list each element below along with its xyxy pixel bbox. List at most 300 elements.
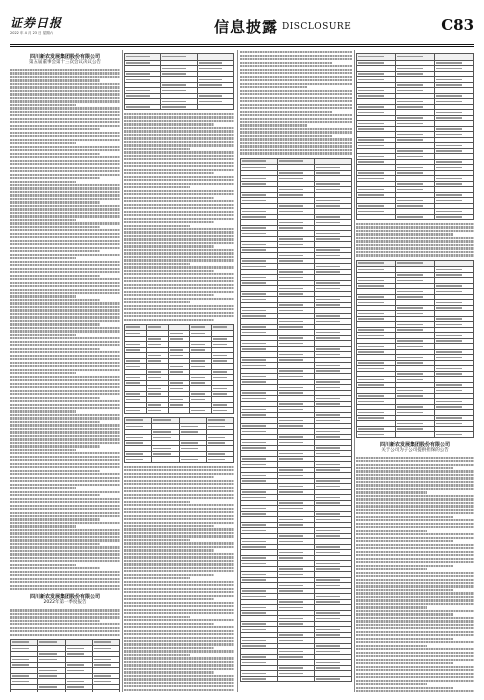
text-line — [356, 523, 474, 525]
text-line — [124, 553, 234, 555]
column-1 — [10, 50, 120, 692]
text-line — [10, 358, 120, 360]
cell-text-line — [316, 420, 340, 422]
text-line — [10, 100, 120, 102]
text-line — [356, 547, 474, 549]
cell-text-line — [279, 189, 303, 191]
cell-text-line — [279, 618, 303, 620]
cell-text-line — [242, 249, 266, 251]
cell-text-line — [242, 183, 266, 185]
text-line — [10, 264, 120, 266]
text-line — [356, 676, 474, 678]
cell-text-line — [316, 436, 340, 438]
text-line — [356, 237, 474, 239]
text-line — [10, 414, 120, 416]
text-line — [356, 551, 474, 553]
text-line — [356, 516, 453, 518]
text-line — [124, 664, 234, 666]
cell-text-line — [436, 423, 462, 425]
cell-text-line — [397, 428, 423, 430]
text-line — [356, 599, 474, 601]
text-line — [356, 666, 474, 668]
cell-text-line — [279, 211, 303, 213]
text-line — [124, 298, 234, 300]
cell-text-line — [316, 568, 340, 570]
text-line — [10, 198, 120, 200]
cell-text-line — [358, 329, 384, 331]
cell-text-line — [242, 409, 266, 411]
text-line — [124, 134, 234, 136]
cell-text-line — [148, 344, 162, 346]
cell-text-line — [436, 274, 462, 276]
cell-text-line — [148, 326, 162, 328]
text-line — [124, 190, 234, 192]
table-cell — [65, 690, 92, 692]
text-line — [10, 181, 76, 183]
text-line — [356, 484, 474, 486]
text-line — [356, 488, 474, 490]
text-line — [240, 135, 332, 137]
table-cell — [146, 408, 168, 414]
cell-text-line — [358, 205, 384, 207]
cell-text-line — [316, 579, 340, 581]
text-line — [124, 116, 234, 118]
text-line — [356, 540, 453, 542]
cell-text-line — [436, 150, 462, 152]
text-line — [124, 671, 214, 673]
column-2 — [124, 50, 234, 692]
cell-text-line — [358, 172, 384, 174]
cell-text-line — [12, 659, 29, 661]
text-line — [10, 97, 120, 99]
cell-text-line — [242, 546, 266, 548]
text-line — [10, 344, 120, 346]
text-line — [356, 244, 474, 246]
text-line — [356, 240, 474, 242]
table-cell — [161, 104, 197, 110]
cell-text-line — [397, 117, 423, 119]
cell-text-line — [213, 355, 227, 357]
column-3 — [240, 50, 352, 692]
cell-text-line — [436, 368, 462, 370]
text-line — [124, 259, 234, 261]
text-line — [124, 515, 234, 517]
cell-text-line — [279, 310, 303, 312]
text-line — [124, 497, 234, 499]
text-line — [10, 424, 120, 426]
cell-text-line — [397, 84, 423, 86]
text-line — [10, 170, 120, 172]
text-line — [124, 549, 214, 551]
text-line — [356, 673, 474, 675]
cell-text-line — [358, 156, 384, 158]
text-line — [240, 69, 352, 71]
header-rule — [10, 44, 474, 45]
text-line — [124, 277, 234, 279]
cell-text-line — [397, 172, 423, 174]
cell-text-line — [397, 329, 423, 331]
text-line — [356, 652, 474, 654]
cell-text-line — [242, 431, 266, 433]
text-line — [124, 141, 234, 143]
cell-text-line — [316, 535, 340, 537]
text-line — [10, 257, 76, 259]
text-line — [10, 163, 120, 165]
text-line — [10, 69, 120, 71]
data-table — [240, 158, 352, 683]
cell-text-line — [126, 459, 143, 461]
text-line — [10, 564, 76, 566]
text-line — [10, 386, 120, 388]
text-line — [10, 93, 120, 95]
text-line — [10, 459, 120, 461]
cell-text-line — [279, 651, 303, 653]
text-line — [124, 235, 234, 237]
cell-text-line — [191, 382, 205, 384]
cell-text-line — [397, 307, 423, 309]
text-line — [356, 512, 474, 514]
text-line — [10, 543, 100, 545]
cell-text-line — [358, 62, 384, 64]
cell-text-line — [213, 410, 227, 412]
text-line — [10, 480, 120, 482]
cell-text-line — [436, 390, 462, 392]
cell-text-line — [436, 161, 462, 163]
column-divider — [237, 50, 238, 692]
text-line — [10, 630, 120, 632]
text-line — [10, 529, 120, 531]
text-line — [10, 83, 120, 85]
cell-text-line — [358, 211, 384, 213]
text-line — [240, 62, 332, 64]
cell-text-line — [316, 447, 340, 449]
cell-text-line — [397, 150, 423, 152]
text-line — [10, 334, 76, 336]
text-line — [356, 457, 474, 459]
cell-text-line — [126, 393, 140, 395]
cell-text-line — [162, 106, 186, 108]
cell-text-line — [242, 508, 266, 510]
cell-text-line — [436, 357, 462, 359]
cell-text-line — [316, 431, 340, 433]
text-line — [10, 167, 120, 169]
text-line — [10, 609, 120, 611]
cell-text-line — [316, 513, 340, 515]
cell-text-line — [279, 304, 303, 306]
text-line — [10, 452, 120, 454]
cell-text-line — [191, 377, 205, 379]
cell-text-line — [12, 641, 29, 643]
table-cell — [125, 408, 147, 414]
text-line — [124, 588, 234, 590]
cell-text-line — [279, 288, 303, 290]
text-line — [10, 229, 120, 231]
cell-text-line — [94, 641, 111, 643]
cell-text-line — [126, 382, 140, 384]
cell-text-line — [67, 670, 84, 672]
text-line — [10, 240, 120, 242]
cell-text-line — [316, 563, 340, 565]
cell-text-line — [279, 601, 303, 603]
cell-text-line — [436, 79, 462, 81]
cell-text-line — [316, 645, 340, 647]
text-line — [356, 579, 474, 581]
text-line — [10, 512, 120, 514]
text-line — [124, 612, 234, 614]
cell-text-line — [126, 426, 143, 428]
text-line — [356, 655, 474, 657]
cell-text-line — [397, 216, 423, 218]
cell-text-line — [170, 366, 184, 368]
article-heading — [10, 54, 120, 66]
text-line — [10, 341, 120, 343]
text-line — [124, 570, 234, 572]
cell-text-line — [316, 497, 340, 499]
text-line — [124, 657, 234, 659]
cell-text-line — [242, 513, 266, 515]
text-line — [124, 179, 234, 181]
cell-text-line — [279, 337, 303, 339]
text-line — [10, 456, 120, 458]
text-line — [124, 574, 214, 576]
text-line — [124, 567, 234, 569]
text-line — [124, 221, 214, 223]
table-cell — [396, 214, 435, 220]
cell-text-line — [316, 216, 340, 218]
text-line — [356, 582, 474, 584]
text-line — [10, 525, 76, 527]
cell-text-line — [242, 458, 266, 460]
text-line — [10, 177, 100, 179]
cell-text-line — [436, 178, 462, 180]
text-line — [124, 294, 214, 296]
cell-text-line — [242, 160, 266, 162]
cell-text-line — [358, 56, 384, 58]
cell-text-line — [242, 277, 266, 279]
cell-text-line — [397, 139, 423, 141]
masthead — [10, 14, 474, 44]
cell-text-line — [208, 426, 225, 428]
cell-text-line — [316, 167, 340, 169]
cell-text-line — [126, 333, 140, 335]
cell-text-line — [242, 447, 266, 449]
cell-text-line — [397, 274, 423, 276]
text-line — [124, 308, 234, 310]
table-row — [125, 457, 234, 463]
cell-text-line — [316, 332, 340, 334]
text-line — [124, 151, 234, 153]
cell-text-line — [436, 406, 462, 408]
cell-text-line — [213, 371, 227, 373]
text-line — [10, 187, 120, 189]
text-line — [124, 633, 234, 635]
text-line — [10, 532, 120, 534]
text-line — [10, 623, 120, 625]
text-line — [124, 563, 234, 565]
text-line — [356, 565, 453, 567]
text-line — [10, 407, 120, 409]
text-line — [10, 634, 120, 636]
cell-text-line — [316, 282, 340, 284]
text-line — [10, 208, 120, 210]
text-line — [356, 533, 474, 535]
text-line — [10, 254, 120, 256]
text-line — [10, 620, 100, 622]
text-line — [10, 397, 100, 399]
table-cell — [125, 104, 161, 110]
text-line — [356, 481, 474, 483]
body-text — [240, 51, 352, 154]
text-line — [124, 256, 234, 258]
text-line — [124, 466, 234, 468]
cell-text-line — [316, 601, 340, 603]
cell-text-line — [316, 612, 340, 614]
cell-text-line — [39, 675, 56, 677]
text-line — [356, 544, 474, 546]
text-line — [124, 542, 234, 544]
cell-text-line — [358, 428, 384, 430]
cell-text-line — [358, 106, 384, 108]
cell-text-line — [316, 398, 340, 400]
table-cell — [212, 408, 234, 414]
text-line — [356, 659, 474, 661]
text-line — [10, 275, 100, 277]
text-line — [124, 315, 234, 317]
text-line — [240, 97, 352, 99]
text-line — [10, 477, 120, 479]
cell-text-line — [316, 502, 340, 504]
cell-text-line — [358, 346, 384, 348]
text-line — [124, 214, 234, 216]
cell-text-line — [153, 431, 170, 433]
text-line — [124, 661, 234, 663]
cell-text-line — [279, 552, 303, 554]
text-line — [124, 616, 190, 618]
cell-text-line — [397, 362, 423, 364]
article-title: 关于公司为子公司提供担保的公告 — [381, 447, 449, 453]
cell-text-line — [242, 607, 266, 609]
text-line — [124, 626, 234, 628]
text-line — [10, 289, 120, 291]
cell-text-line — [316, 634, 340, 636]
text-line — [124, 528, 234, 530]
cell-text-line — [397, 296, 423, 298]
cell-text-line — [316, 354, 340, 356]
cell-text-line — [242, 541, 266, 543]
cell-text-line — [242, 574, 266, 576]
cell-text-line — [39, 659, 56, 661]
cell-text-line — [279, 255, 303, 257]
text-line — [356, 230, 474, 232]
text-line — [356, 575, 474, 577]
text-line — [10, 132, 120, 134]
cell-text-line — [242, 260, 266, 262]
cell-text-line — [397, 123, 423, 125]
text-line — [124, 301, 190, 303]
cell-text-line — [242, 425, 266, 427]
text-line — [10, 86, 120, 88]
cell-text-line — [397, 379, 423, 381]
text-line — [124, 155, 234, 157]
text-line — [124, 483, 234, 485]
cell-text-line — [126, 326, 140, 328]
cell-text-line — [397, 340, 423, 342]
text-line — [10, 449, 76, 451]
table-cell — [190, 408, 212, 414]
text-line — [356, 606, 427, 608]
cell-text-line — [316, 667, 340, 669]
text-line — [10, 463, 120, 465]
cell-text-line — [279, 271, 303, 273]
cell-text-line — [436, 302, 462, 304]
cell-text-line — [153, 419, 170, 421]
cell-text-line — [316, 403, 340, 405]
cell-text-line — [242, 194, 266, 196]
text-line — [10, 128, 100, 130]
text-line — [10, 316, 120, 318]
cell-text-line — [397, 68, 423, 70]
text-line — [124, 581, 234, 583]
text-line — [356, 223, 474, 225]
table-cell — [241, 676, 278, 682]
text-line — [10, 226, 100, 228]
cell-text-line — [126, 349, 140, 351]
cell-text-line — [126, 106, 150, 108]
cell-text-line — [191, 399, 205, 401]
cell-text-line — [436, 211, 462, 213]
cell-text-line — [242, 326, 266, 328]
text-line — [10, 383, 120, 385]
cell-text-line — [358, 79, 384, 81]
text-line — [124, 623, 214, 625]
cell-text-line — [316, 255, 340, 257]
text-line — [240, 138, 352, 140]
text-line — [124, 630, 234, 632]
text-line — [10, 487, 76, 489]
text-line — [124, 556, 234, 558]
table-cell — [197, 104, 233, 110]
cell-text-line — [436, 134, 462, 136]
text-line — [240, 121, 352, 123]
cell-text-line — [316, 530, 340, 532]
text-line — [124, 270, 214, 272]
table-cell — [435, 432, 474, 438]
text-line — [124, 609, 234, 611]
text-line — [124, 675, 234, 677]
cell-text-line — [242, 590, 266, 592]
cell-text-line — [94, 664, 111, 666]
cell-text-line — [12, 675, 29, 677]
header-rule-thin — [10, 46, 474, 47]
text-line — [124, 584, 234, 586]
cell-text-line — [397, 101, 423, 103]
body-text — [356, 457, 474, 692]
text-line — [10, 285, 120, 287]
cell-text-line — [279, 568, 303, 570]
cell-text-line — [191, 349, 205, 351]
cell-text-line — [316, 266, 340, 268]
cell-text-line — [242, 381, 266, 383]
text-line — [10, 536, 120, 538]
text-line — [124, 668, 234, 670]
text-line — [240, 58, 352, 60]
cell-text-line — [242, 299, 266, 301]
text-line — [356, 690, 474, 692]
cell-text-line — [436, 324, 462, 326]
cell-text-line — [279, 343, 303, 345]
text-line — [240, 76, 352, 78]
cell-text-line — [279, 387, 303, 389]
